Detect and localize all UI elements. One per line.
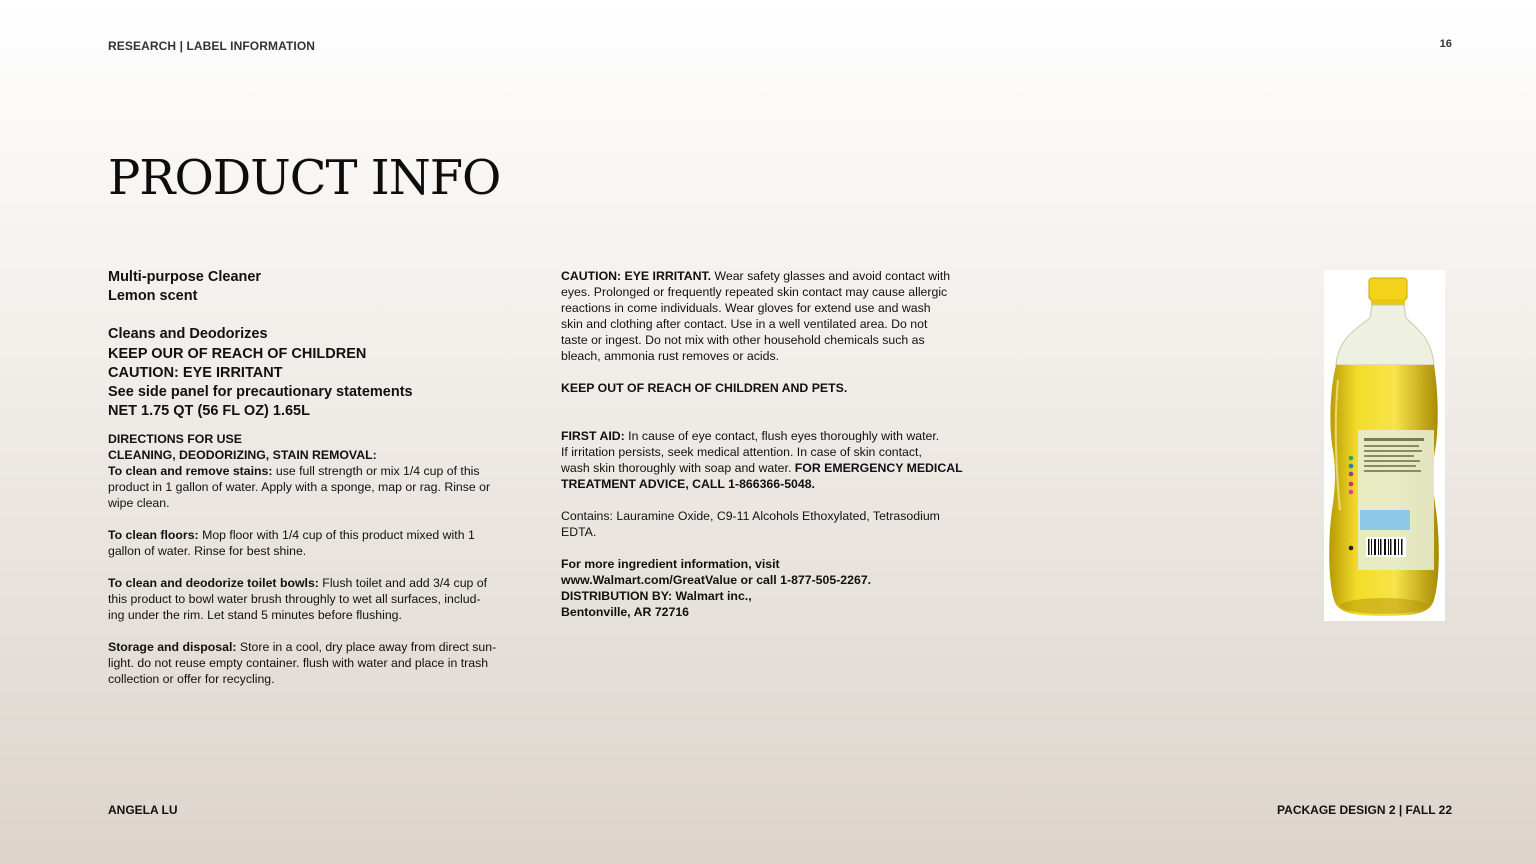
toilet-line-3: ing under the rim. Let stand 5 minutes before flushing. [108, 608, 402, 623]
footer-author: ANGELA LU [108, 803, 178, 817]
page-number: 16 [1439, 38, 1452, 50]
stains-label: To clean and remove stains: [108, 464, 273, 479]
footer-course: PACKAGE DESIGN 2 | FALL 22 [1277, 803, 1452, 817]
storage-line-3: collection or offer for recycling. [108, 672, 275, 687]
product-summary [108, 268, 548, 421]
caution-line-4: skin and clothing after contact. Use in a well ventilated area. Do not [561, 317, 928, 331]
stains-line-2: product in 1 gallon of water. Apply with a sponge, map or rag. Rinse or [108, 480, 491, 495]
toilet-line-1: To clean and deodorize toilet bowls: Flush toilet and add 3/4 cup of [108, 576, 488, 591]
first-aid-line-4: TREATMENT ADVICE, CALL 1-866366-5048. [561, 477, 815, 491]
toilet-label: To clean and deodorize toilet bowls: [108, 576, 319, 591]
storage-line-1: Storage and disposal: Store in a cool, dry place away from direct sun- [108, 640, 497, 655]
contains-line-1: Contains: Lauramine Oxide, C9-11 Alcohols Ethoxylated, Tetrasodium [561, 509, 940, 523]
cleaner-bottle-icon [1324, 270, 1445, 621]
caution-line-1: CAUTION: EYE IRRITANT. Wear safety glasses and avoid contact with [561, 269, 951, 283]
summary-net-volume: NET 1.75 QT (56 FL OZ) 1.65L [108, 403, 310, 420]
summary-caution: CAUTION: EYE IRRITANT [108, 364, 283, 381]
summary-keep-out: KEEP OUR OF REACH OF CHILDREN [108, 345, 367, 362]
section-header: RESEARCH | LABEL INFORMATION [108, 39, 316, 53]
summary-scent: Lemon scent [108, 288, 198, 305]
toilet-line-2: this product to bowl water brush throughly to wet all surfaces, includ- [108, 592, 481, 607]
storage-label: Storage and disposal: [108, 640, 237, 655]
more-info-line-2: www.Walmart.com/GreatValue or call 1-877-505-2267. [561, 573, 872, 587]
storage-line-2: light. do not reuse empty container. flush with water and place in trash [108, 656, 489, 671]
directions-subheading: CLEANING, DEODORIZING, STAIN REMOVAL: [108, 448, 377, 463]
right-column [561, 268, 1001, 620]
more-info-line-1: For more ingredient information, visit [561, 557, 780, 571]
address-line: Bentonville, AR 72716 [561, 605, 690, 619]
left-column [108, 268, 548, 687]
summary-product-type: Multi-purpose Cleaner [108, 269, 262, 285]
first-aid-line-1: FIRST AID: In cause of eye contact, flush eyes thoroughly with water. [561, 429, 940, 443]
stains-line-1: To clean and remove stains: use full strength or mix 1/4 cup of this [108, 464, 480, 479]
first-aid-line-2: If irritation persists, seek medical attention. In case of skin contact, [561, 445, 922, 459]
first-aid-label: FIRST AID: [561, 429, 625, 443]
floors-line-1: To clean floors: Mop floor with 1/4 cup of this product mixed with 1 [108, 528, 475, 543]
floors-line-2: gallon of water. Rinse for best shine. [108, 544, 307, 559]
page-title: PRODUCT INFO [108, 150, 501, 206]
caution-line-3: reactions in come individuals. Wear gloves for extend use and wash [561, 301, 931, 315]
distribution-line: DISTRIBUTION BY: Walmart inc., [561, 589, 752, 603]
contains-line-2: EDTA. [561, 525, 597, 539]
directions-heading: DIRECTIONS FOR USE [108, 432, 242, 447]
first-aid-line-3: wash skin thoroughly with soap and water. FOR EMERGENCY MEDICAL [561, 461, 963, 475]
caution-line-6: bleach, ammonia rust removes or acids. [561, 349, 780, 363]
caution-label: CAUTION: EYE IRRITANT. [561, 269, 712, 283]
caution-line-2: eyes. Prolonged or frequently repeated skin contact may cause allergic [561, 285, 948, 299]
keep-out-warning: KEEP OUT OF REACH OF CHILDREN AND PETS. [561, 381, 848, 395]
stains-line-3: wipe clean. [108, 496, 170, 511]
summary-cleans: Cleans and Deodorizes [108, 326, 268, 343]
directions-block [108, 431, 548, 687]
caution-line-5: taste or ingest. Do not mix with other household chemicals such as [561, 333, 925, 347]
floors-label: To clean floors: [108, 528, 199, 543]
summary-side-panel: See side panel for precautionary statements [108, 384, 413, 401]
product-image [1324, 270, 1445, 621]
